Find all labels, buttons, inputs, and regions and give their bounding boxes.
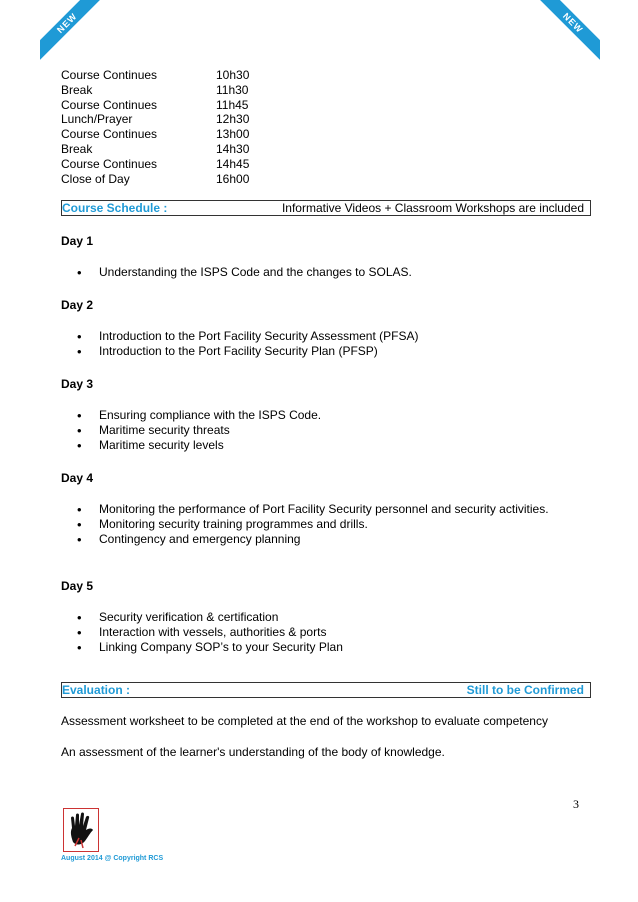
day-item: • Maritime security threats (61, 423, 591, 438)
timetable-label: Break (61, 82, 93, 97)
timetable-label: Course Continues (61, 97, 158, 112)
day-item: • Linking Company SOP’s to your Security Plan (61, 640, 591, 655)
timetable-label: Course Continues (61, 68, 158, 82)
timetable-time: 16h00 (216, 171, 250, 186)
timetable-row (61, 172, 591, 187)
day-items (61, 610, 591, 655)
new-ribbon-label: NEW (540, 0, 600, 60)
timetable-time: 12h30 (216, 112, 250, 127)
timetable (61, 68, 591, 186)
day-item: • Introduction to the Port Facility Security Plan (PFSP) (61, 344, 591, 359)
timetable-row (61, 127, 591, 142)
evaluation-status: Still to be Confirmed (466, 682, 584, 697)
course-schedule-heading: Course Schedule : (62, 200, 168, 215)
day-items (61, 265, 591, 280)
timetable-time: 13h00 (216, 127, 250, 142)
new-ribbon-label: NEW (40, 0, 100, 60)
evaluation-paragraph: Assessment worksheet to be completed at the end of the workshop to evaluate competency (61, 714, 548, 729)
day-item: • Understanding the ISPS Code and the changes to SOLAS. (61, 265, 591, 280)
day-item: • Contingency and emergency planning (61, 532, 591, 547)
new-ribbon-right (540, 0, 600, 60)
timetable-label: Course Continues (61, 127, 158, 142)
page-number: 3 (573, 797, 579, 811)
day-items (61, 502, 591, 547)
day-items (61, 408, 591, 453)
page-content (61, 68, 591, 760)
day-title: Day 4 (61, 471, 94, 486)
timetable-time: 11h45 (216, 97, 249, 112)
timetable-row (61, 142, 591, 157)
day-item: • Security verification & certification (61, 610, 591, 625)
day-item: • Maritime security levels (61, 438, 591, 453)
day-item: • Monitoring security training programmes and drills. (61, 517, 591, 532)
course-schedule-note: Informative Videos + Classroom Workshops are included (281, 200, 584, 215)
day-item: • Introduction to the Port Facility Security Assessment (PFSA) (61, 329, 591, 344)
day-item: • Ensuring compliance with the ISPS Code. (61, 408, 591, 423)
day-items (61, 329, 591, 359)
evaluation-header (61, 682, 591, 698)
hand-print-icon (63, 808, 99, 852)
timetable-label: Close of Day (61, 171, 130, 186)
timetable-time: 10h30 (216, 68, 250, 82)
day-title: Day 5 (61, 579, 94, 594)
course-schedule-header (61, 200, 591, 216)
day-item: • Monitoring the performance of Port Facility Security personnel and security activities. (61, 502, 591, 517)
day-title: Day 1 (61, 234, 94, 249)
timetable-row (61, 157, 591, 172)
timetable-row (61, 83, 591, 98)
day-title: Day 3 (61, 377, 94, 392)
footer-copyright: August 2014 @ Copyright RCS (61, 855, 164, 862)
new-ribbon-left (40, 0, 100, 60)
timetable-row (61, 68, 591, 83)
timetable-time: 11h30 (216, 82, 249, 97)
timetable-label: Lunch/Prayer (61, 112, 133, 127)
day-title: Day 2 (61, 298, 94, 313)
timetable-row (61, 112, 591, 127)
evaluation-paragraph: An assessment of the learner's understanding of the body of knowledge. (61, 745, 445, 760)
evaluation-heading: Evaluation : (62, 682, 131, 697)
timetable-label: Break (61, 141, 93, 156)
timetable-time: 14h30 (216, 141, 250, 156)
day-item: • Interaction with vessels, authorities & ports (61, 625, 591, 640)
timetable-row (61, 98, 591, 113)
timetable-time: 14h45 (216, 156, 250, 171)
timetable-label: Course Continues (61, 156, 158, 171)
